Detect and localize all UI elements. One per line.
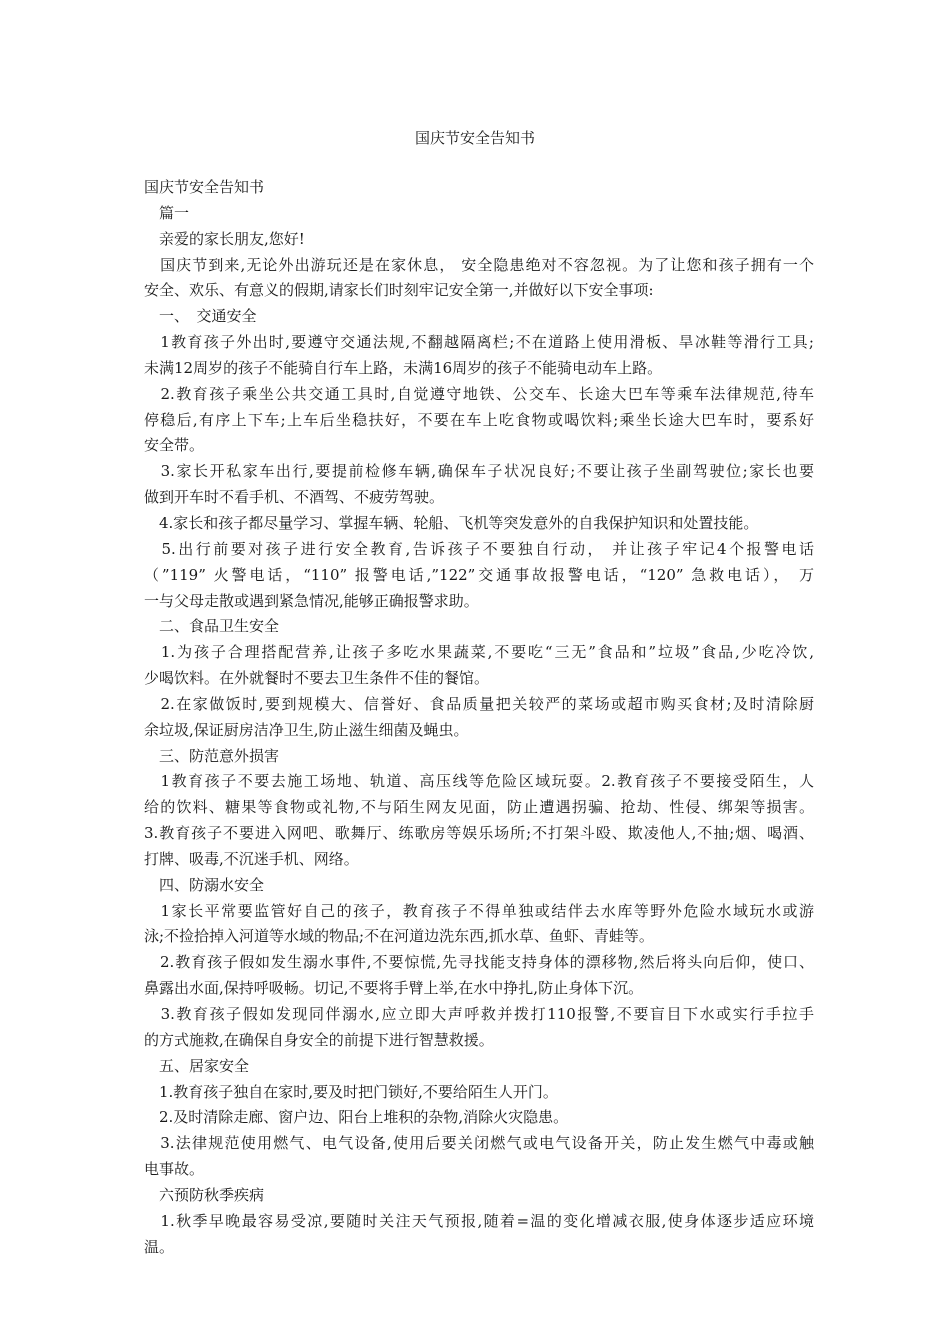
paragraph-line: 二、食品卫生安全 (144, 617, 280, 636)
paragraph-line: 2.教育孩子乘坐公共交通工具时,自觉遵守地铁、公交车、长途大巴车等乘车法律规范,待车 (144, 384, 814, 403)
paragraph-line: 5.出行前要对孩子进行安全教育,告诉孩子不要独自行动， 并让孩子牢记4个报警电话 (144, 539, 814, 558)
paragraph-line: 泳;不捡拾掉入河道等水域的物品;不在河道边洗东西,抓水草、鱼虾、青蛙等。 (144, 927, 654, 946)
paragraph-line: 一、 交通安全 (144, 307, 257, 326)
paragraph-line: 安全、欢乐、有意义的假期,请家长们时刻牢记安全第一,并做好以下安全事项: (144, 281, 654, 300)
paragraph-line: 2.在家做饭时,要到规模大、信誉好、食品质量把关较严的菜场或超市购买食材;及时清除厨 (144, 694, 814, 713)
paragraph-line: 1教育孩子外出时,要遵守交通法规,不翻越隔离栏;不在道路上使用滑板、旱冰鞋等滑行工具; (144, 333, 814, 352)
paragraph-line: 1.为孩子合理搭配营养,让孩子多吃水果蔬菜,不要吃“三无”食品和”垃圾”食品,少吃冷饮, (144, 643, 814, 662)
paragraph-line: 六预防秋季疾病 (144, 1185, 265, 1204)
paragraph-line: 1教育孩子不要去施工场地、轨道、高压线等危险区域玩耍。2.教育孩子不要接受陌生，人 (144, 772, 814, 791)
paragraph-line: 2.教育孩子假如发生溺水事件,不要惊慌,先寻找能支持身体的漂移物,然后将头向后仰，使口、 (144, 953, 814, 972)
paragraph-line: 电事故。 (144, 1160, 205, 1179)
document-body (144, 175, 814, 1260)
paragraph-line: 给的饮料、糖果等食物或礼物,不与陌生网友见面，防止遭遇拐骗、抢劫、性侵、绑架等损害。 (144, 798, 814, 817)
paragraph-line: 的方式施救,在确保自身安全的前提下进行智慧救援。 (144, 1030, 494, 1049)
paragraph-line: 五、居家安全 (144, 1056, 250, 1075)
paragraph-line: 国庆节安全告知书 (144, 178, 265, 196)
paragraph-line: 篇一 (144, 203, 190, 222)
paragraph-line: 少喝饮料。在外就餐时不要去卫生条件不佳的餐馆。 (144, 669, 490, 688)
paragraph-line: 1.秋季早晚最容易受凉,要随时关注天气预报,随着=温的变化增减衣服,使身体逐步适应环境 (144, 1211, 814, 1230)
paragraph-line: 三、防范意外损害 (144, 746, 280, 765)
paragraph-line: 3.家长开私家车出行,要提前检修车辆,确保车子状况良好;不要让孩子坐副驾驶位;家长也要 (144, 462, 814, 481)
paragraph-line: 1家长平常要监管好自己的孩子，教育孩子不得单独或结伴去水库等野外危险水域玩水或游 (144, 901, 814, 920)
paragraph-line: 余垃圾,保证厨房洁净卫生,防止滋生细菌及蝇虫。 (144, 720, 469, 739)
paragraph-line: 安全带。 (144, 436, 205, 455)
paragraph-line: 做到开车时不看手机、不酒驾、不疲劳驾驶。 (144, 488, 445, 507)
paragraph-line: 3.教育孩子假如发现同伴溺水,应立即大声呼救并拨打110报警,不要盲目下水或实行手拉手 (144, 1005, 814, 1023)
document-title: 国庆节安全告知书 (414, 129, 535, 147)
paragraph-line: 亲爱的家长朋友,您好! (144, 229, 305, 248)
paragraph-line: （”119” 火警电话，“110” 报警电话,”122”交通事故报警电话，“120” 急救电话）， 万 (144, 565, 814, 584)
paragraph-line: 一与父母走散或遇到紧急情况,能够正确报警求助。 (144, 591, 479, 610)
paragraph-line: 3.法律规范使用燃气、电气设备,使用后要关闭燃气或电气设备开关，防止发生燃气中毒或触 (144, 1134, 814, 1153)
paragraph-line: 温。 (144, 1237, 175, 1256)
paragraph-line: 四、防溺水安全 (144, 875, 265, 894)
paragraph-line: 停稳后,有序上下车;上车后坐稳扶好，不要在车上吃食物或喝饮料;乘坐长途大巴车时，要系好 (144, 410, 814, 429)
paragraph-line: 2.及时清除走廊、窗户边、阳台上堆积的杂物,消除火灾隐患。 (144, 1108, 569, 1127)
paragraph-line: 未满12周岁的孩子不能骑自行车上路，未满16周岁的孩子不能骑电动车上路。 (144, 358, 663, 377)
paragraph-line: 1.教育孩子独自在家时,要及时把门锁好,不要给陌生人开门。 (144, 1082, 558, 1101)
paragraph-line: 4.家长和孩子都尽量学习、掌握车辆、轮船、飞机等突发意外的自我保护知识和处置技能。 (144, 513, 759, 532)
paragraph-line: 鼻露出水面,保持呼吸畅。切记,不要将手臂上举,在水中挣扎,防止身体下沉。 (144, 979, 644, 998)
paragraph-line: 国庆节到来,无论外出游玩还是在家休息， 安全隐患绝对不容忽视。为了让您和孩子拥有一个 (144, 255, 814, 274)
paragraph-line: 打牌、吸毒,不沉迷手机、网络。 (144, 849, 359, 868)
paragraph-line: 3.教育孩子不要进入网吧、歌舞厅、练歌房等娱乐场所;不打架斗殴、欺凌他人,不抽;烟、喝酒、 (144, 824, 814, 843)
